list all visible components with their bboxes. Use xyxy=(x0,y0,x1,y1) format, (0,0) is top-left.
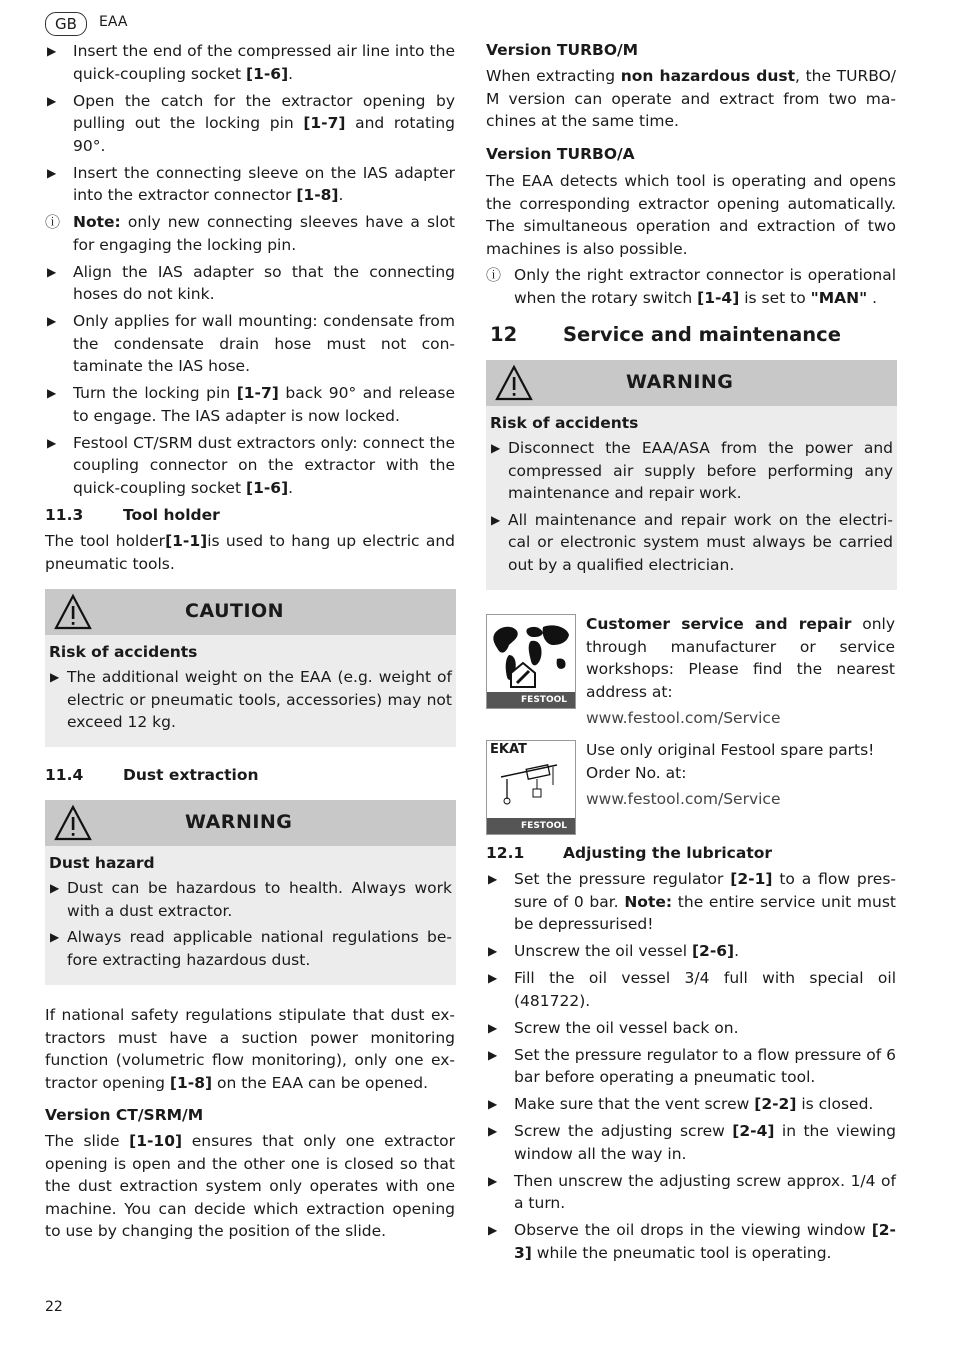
warning-triangle-icon xyxy=(53,593,93,635)
section-heading-11-4 xyxy=(45,766,259,784)
list-item xyxy=(486,868,896,936)
bold-text: [1-10] xyxy=(129,1132,183,1150)
warning-risk: Risk of accidents xyxy=(490,414,639,432)
version-turbo-a-paragraph: The EAA detects which tool is operating and opens the corresponding extractor opening automatically. The simultaneous operation and extraction of two machines is also possible. xyxy=(486,172,896,258)
bold-text: [2-3] xyxy=(514,1221,896,1262)
text: Screw the adjusting screw xyxy=(514,1122,733,1140)
warning-items xyxy=(490,437,893,576)
lubricator-list xyxy=(486,868,896,1269)
service-text-block xyxy=(586,613,895,730)
bold-text: [2-4] xyxy=(732,1122,775,1140)
spares-text-block xyxy=(586,739,895,811)
section-number: 11.4 xyxy=(45,766,84,784)
text: is closed. xyxy=(796,1095,874,1113)
text: All maintenance and repair work on the electri-cal or electronic system must always be carried out by a qualified electrician. xyxy=(508,510,893,574)
version-ct-paragraph xyxy=(45,1130,455,1243)
bold-text: [1-7] xyxy=(236,384,279,402)
list-item xyxy=(45,310,455,378)
text: . xyxy=(734,942,740,960)
text: . xyxy=(338,186,344,204)
section-heading-11-3 xyxy=(45,506,220,524)
list-item xyxy=(45,162,455,207)
bold-text: [1-4] xyxy=(697,288,740,307)
warning-risk: Dust hazard xyxy=(49,854,155,872)
text: on the EAA can be opened. xyxy=(212,1073,429,1092)
text: the entire service unit must be depressurised! xyxy=(514,892,896,933)
text: and rotating 90°. xyxy=(73,114,455,155)
list-item xyxy=(45,211,455,256)
list-item xyxy=(486,940,896,963)
section-number: 12 xyxy=(490,323,518,346)
bold-text: [1-6] xyxy=(245,478,289,497)
version-turbo-m-paragraph xyxy=(486,65,896,133)
text: Always read applicable national regulations be-fore extracting hazardous dust. xyxy=(67,928,452,969)
text: Turn the locking pin xyxy=(73,384,237,402)
spares-url[interactable]: www.festool.com/Service xyxy=(586,790,781,808)
text: in the viewing window all the way in. xyxy=(514,1122,897,1163)
tool-holder-paragraph xyxy=(45,530,455,575)
section-number: 11.3 xyxy=(45,506,84,524)
country-badge: GB xyxy=(45,12,87,36)
info-icon: ⓘ xyxy=(486,266,502,284)
text: ensures that only one extractor opening is open and the other one is closed so that the dust extraction system only operates with one machine. You can decide which extraction opening to use by changing the position of the slide. xyxy=(45,1132,456,1240)
bullet-arrow-icon: ▶ xyxy=(47,44,57,58)
ekat-label: EKAT xyxy=(490,742,527,757)
bullet-arrow-icon: ▶ xyxy=(488,1020,498,1035)
bold-text: [1-8] xyxy=(296,186,339,204)
list-item xyxy=(45,261,455,306)
bold-text: non hazardous dust xyxy=(620,67,796,85)
bullet-arrow-icon: ▶ xyxy=(488,1124,498,1138)
text: When extracting xyxy=(486,67,621,85)
warning-box-dust xyxy=(45,800,456,985)
bold-text: [1-6] xyxy=(245,64,289,83)
list-item xyxy=(486,1093,896,1116)
caution-items xyxy=(49,666,452,734)
warning-header xyxy=(486,360,897,406)
spare-parts-icon xyxy=(486,740,576,835)
text: is set to xyxy=(739,288,811,307)
bullet-arrow-icon: ▶ xyxy=(50,670,60,684)
text: Only applies for wall mounting: condensate from the condensate drain hose must not con-taminate the IAS hose. xyxy=(73,312,455,375)
spares-paragraph: Use only original Festool spare parts! Order No. at: xyxy=(586,741,875,782)
festool-logo: FESTOOL xyxy=(487,692,575,708)
list-item xyxy=(486,1170,896,1215)
text: The slide xyxy=(45,1132,130,1150)
bold-text: [2-6] xyxy=(691,942,735,960)
bullet-arrow-icon: ▶ xyxy=(488,872,498,886)
section-number: 12.1 xyxy=(486,844,525,862)
list-item xyxy=(45,90,455,158)
section-title: Adjusting the lubricator xyxy=(563,844,773,862)
text: Disconnect the EAA/ASA from the power and compressed air supply before performing any maintenance and repair work. xyxy=(508,439,893,502)
bold-text: Note: xyxy=(624,892,673,911)
bullet-arrow-icon: ▶ xyxy=(488,1223,498,1237)
list-item xyxy=(486,1017,896,1040)
text: Dust can be hazardous to health. Always work with a dust extractor. xyxy=(67,879,452,920)
info-icon: ⓘ xyxy=(45,213,61,231)
caution-risk: Risk of accidents xyxy=(49,643,198,661)
bullet-arrow-icon: ▶ xyxy=(47,435,57,450)
text: . xyxy=(867,288,878,307)
bullet-arrow-icon: ▶ xyxy=(47,386,57,400)
version-turbo-m-heading: Version TURBO/M xyxy=(486,41,639,59)
bullet-arrow-icon: ▶ xyxy=(47,314,57,328)
section-heading-12-1 xyxy=(486,844,772,862)
bold-text: [1-7] xyxy=(303,114,346,132)
text: Align the IAS adapter so that the connecting hoses do not kink. xyxy=(73,262,455,303)
list-item xyxy=(486,967,896,1012)
text: Festool CT/SRM dust extractors only: connect the coupling connector on the extractor with the quick-coupling socket xyxy=(73,433,455,497)
text: only through manufacturer or service workshops: Please find the nearest address at: xyxy=(586,615,895,701)
text: back 90° and release to engage. The IAS adapter is now locked. xyxy=(73,384,456,425)
text: while the pneumatic tool is operating. xyxy=(531,1243,832,1262)
list-item xyxy=(486,1219,896,1264)
bold-text: [2-1] xyxy=(730,870,773,888)
text: to a flow pres-sure of 0 bar. xyxy=(514,870,896,911)
section-title: Service and maintenance xyxy=(563,323,841,346)
bullet-arrow-icon: ▶ xyxy=(491,512,501,527)
bullet-arrow-icon: ▶ xyxy=(488,1173,498,1188)
bullet-arrow-icon: ▶ xyxy=(488,971,498,985)
product-code: EAA xyxy=(99,14,128,30)
warning-item xyxy=(490,509,893,577)
turbo-a-note xyxy=(486,264,896,309)
caution-header xyxy=(45,589,456,635)
text: Screw the oil vessel back on. xyxy=(514,1018,739,1037)
list-item xyxy=(486,1120,896,1165)
text: Unscrew the oil vessel xyxy=(514,942,692,960)
version-ct-heading: Version CT/SRM/M xyxy=(45,1106,204,1124)
bullet-arrow-icon: ▶ xyxy=(488,944,498,958)
bold-text: Note: xyxy=(73,213,121,231)
bold-text: Customer service and repair xyxy=(586,615,852,633)
bullet-arrow-icon: ▶ xyxy=(491,441,501,455)
text: . xyxy=(288,64,294,83)
bullet-arrow-icon: ▶ xyxy=(47,264,57,279)
warning-items xyxy=(49,877,452,971)
service-url[interactable]: www.festool.com/Service xyxy=(586,709,781,727)
bullet-arrow-icon: ▶ xyxy=(488,1097,498,1111)
list-item xyxy=(45,432,455,500)
section-title: Dust extraction xyxy=(123,766,259,784)
caution-title: CAUTION xyxy=(185,600,285,622)
text: Open the catch for the extractor opening by pulling out the locking pin xyxy=(73,91,455,132)
text: Only the right extractor connector is operational when the rotary switch xyxy=(514,266,896,307)
warning-title: WARNING xyxy=(626,371,734,393)
section-title: Tool holder xyxy=(123,506,220,524)
bold-text: [2-2] xyxy=(754,1095,797,1113)
warning-item xyxy=(49,926,452,971)
caution-box xyxy=(45,589,456,747)
bullet-arrow-icon: ▶ xyxy=(47,93,57,108)
text: only new connecting sleeves have a slot for engaging the locking pin. xyxy=(73,213,455,254)
warning-box-service xyxy=(486,360,897,590)
text: The tool holder xyxy=(45,532,166,550)
text: Insert the connecting sleeve on the IAS adapter into the extractor connector xyxy=(73,163,455,204)
version-turbo-a-heading: Version TURBO/A xyxy=(486,145,635,163)
bold-text: [1-1] xyxy=(165,532,208,550)
page-number: 22 xyxy=(45,1299,63,1315)
text: Set the pressure regulator xyxy=(514,870,731,888)
warning-header xyxy=(45,800,456,846)
warning-title: WARNING xyxy=(185,811,293,833)
bold-text: [1-8] xyxy=(169,1073,213,1092)
bullet-arrow-icon: ▶ xyxy=(488,1047,498,1062)
text: . xyxy=(288,478,294,497)
warning-item xyxy=(49,666,452,734)
warning-item xyxy=(490,437,893,505)
bullet-arrow-icon: ▶ xyxy=(50,930,60,944)
text: If national safety regulations stipulate that dust ex-tractors must have a suction power monitoring function (volumetric flow monitoring), only one ex-tractor opening xyxy=(45,1006,455,1092)
world-service-icon xyxy=(486,614,576,709)
list-item xyxy=(45,382,455,427)
warning-triangle-icon xyxy=(494,364,534,406)
text: The additional weight on the EAA (e.g. weight of electric or pneumatic tools, accessories) may not exceed 12 kg. xyxy=(67,668,452,731)
section-heading-12 xyxy=(490,323,841,346)
list-item xyxy=(45,40,455,85)
text: Insert the end of the compressed air line into the quick-coupling socket xyxy=(73,42,455,83)
text: is used to hang up electric and pneumatic tools. xyxy=(45,532,455,573)
warning-item xyxy=(49,877,452,922)
festool-logo: FESTOOL xyxy=(487,818,575,834)
text: Set the pressure regulator to a flow pressure of 6 bar before operating a pneumatic tool. xyxy=(514,1045,896,1086)
bold-text: "MAN" xyxy=(810,288,868,307)
text: Observe the oil drops in the viewing window xyxy=(514,1221,872,1239)
service-paragraph xyxy=(586,613,895,703)
text: Make sure that the vent screw xyxy=(514,1095,755,1113)
list-item xyxy=(486,1044,896,1089)
text: , the TURBO/ M version can operate and extract from two ma-chines at the same time. xyxy=(486,67,896,130)
left-top-list xyxy=(45,40,455,504)
text: Fill the oil vessel 3/4 full with special oil (481722). xyxy=(514,969,896,1010)
text: Then unscrew the adjusting screw approx. 1/4 of a turn. xyxy=(514,1171,896,1212)
bullet-arrow-icon: ▶ xyxy=(50,881,60,895)
note-text xyxy=(514,266,896,307)
national-regulations-paragraph xyxy=(45,1004,455,1094)
warning-triangle-icon xyxy=(53,804,93,846)
bullet-arrow-icon: ▶ xyxy=(47,165,57,180)
